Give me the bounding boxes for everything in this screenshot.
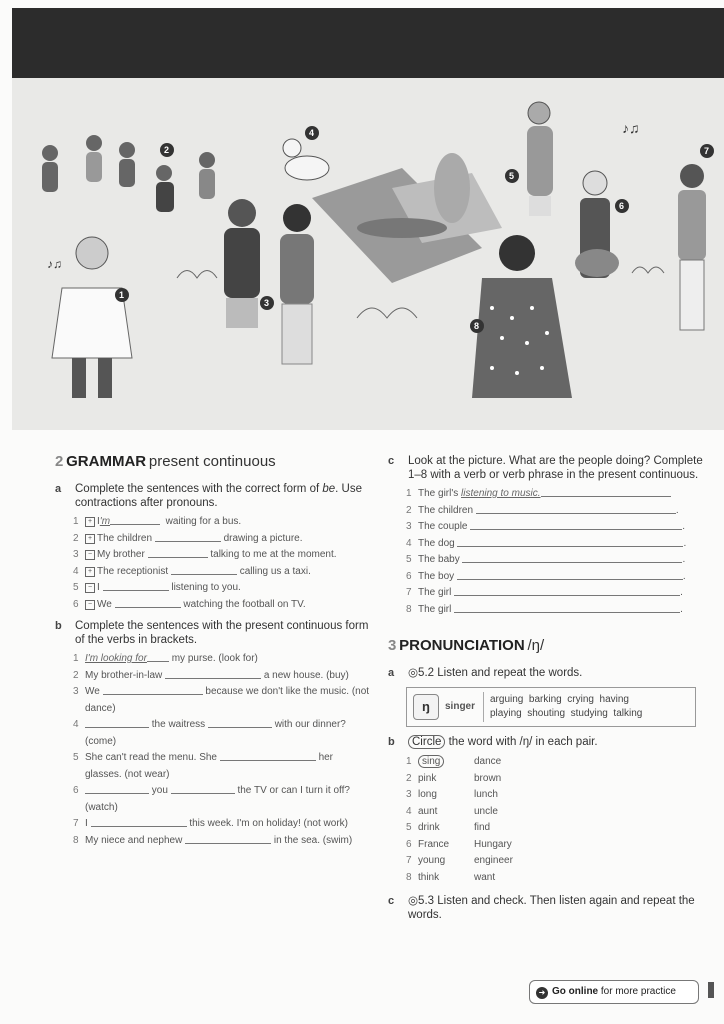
task-2c-items: [406, 486, 703, 618]
task-letter: a: [55, 483, 62, 495]
list-item: 7 I this week. I'm on holiday! (not work): [73, 818, 348, 829]
task-instruction: Look at the picture. What are the people doing? Complete 1–8 with a verb or verb phrase in the present continuous.: [408, 455, 703, 481]
plus-icon: +: [85, 517, 95, 527]
section-2-heading: [55, 454, 370, 474]
answer-blank[interactable]: [115, 597, 181, 608]
answer-blank[interactable]: [85, 783, 149, 794]
list-item: 4 aunt uncle: [406, 805, 498, 817]
task-3a: [388, 666, 703, 681]
task-instruction: Complete the sentences with the correct form of be. Use contractions after pronouns.: [75, 483, 363, 509]
keyword: singer: [445, 692, 484, 722]
answer-blank[interactable]: [457, 536, 683, 547]
label-3: 3: [264, 298, 270, 308]
minus-icon: −: [85, 600, 95, 610]
answer-blank[interactable]: [541, 486, 671, 497]
list-item: 1 I'm looking for my purse. (look for): [73, 653, 258, 664]
list-item: 2 The children .: [406, 504, 679, 516]
task-instruction: ◎5.3 Listen and check. Then listen again and repeat the words.: [408, 895, 695, 921]
list-item: 3 long lunch: [406, 789, 498, 800]
task-2a-items: [73, 514, 370, 613]
list-item: 7 The girl .: [406, 587, 683, 598]
answer-blank[interactable]: [462, 552, 682, 563]
answer-blank[interactable]: [476, 503, 676, 514]
plus-icon: +: [85, 567, 95, 577]
label-6: 6: [619, 201, 625, 211]
list-item: 1 + I'm waiting for a bus.: [73, 516, 242, 527]
right-column: [388, 454, 703, 926]
music-note-icon: ♪♫: [622, 120, 640, 136]
answer-blank[interactable]: [103, 684, 203, 695]
answer-blank[interactable]: [185, 833, 271, 844]
list-item: 5 − I listening to you.: [73, 582, 241, 593]
list-item: 8 The girl .: [406, 603, 683, 615]
list-item: 1 sing dance: [406, 756, 502, 767]
section-subtitle: present continuous: [148, 453, 276, 470]
task-2a: [55, 482, 370, 510]
section-title: PRONUNCIATION: [399, 637, 525, 654]
section-subtitle: /ŋ/: [527, 637, 545, 654]
answer-blank[interactable]: [148, 547, 208, 558]
task-2c: [388, 454, 703, 482]
task-3b-pairs: [406, 754, 703, 886]
label-1: 1: [119, 290, 125, 300]
answer-blank[interactable]: [147, 651, 169, 662]
page-edge-tab: [708, 982, 714, 998]
list-item: 3 We because we don't like the music. (not dance): [73, 686, 370, 714]
go-online-button[interactable]: ➜ Go online for more practice: [529, 980, 699, 1004]
minus-icon: −: [85, 550, 95, 560]
list-item: 5 The baby .: [406, 554, 686, 565]
answer-blank[interactable]: [454, 602, 680, 613]
answer-blank[interactable]: [91, 816, 187, 827]
answer-blank[interactable]: [220, 750, 316, 761]
list-item: 4 + The receptionist calling us a taxi.: [73, 565, 311, 577]
arrow-icon: ➜: [536, 987, 548, 999]
list-item: 5 She can't read the menu. She her glasses. (not wear): [73, 752, 334, 780]
top-dark-band: [12, 8, 724, 78]
list-item: 1 The girl's listening to music.: [406, 486, 703, 503]
task-letter: b: [388, 736, 395, 748]
task-instruction: Complete the sentences with the present continuous form of the verbs in brackets.: [75, 620, 369, 646]
task-2b-items: [73, 651, 370, 849]
audio-icon[interactable]: ◎: [408, 667, 419, 679]
answer-blank[interactable]: [165, 668, 261, 679]
sitting-woman-hat: [434, 153, 470, 223]
list-item: 2 pink brown: [406, 772, 502, 784]
answer-blank[interactable]: [155, 531, 221, 542]
section-number: 3: [388, 637, 397, 654]
label-4: 4: [309, 128, 315, 138]
list-item: 6 you the TV or can I turn it off? (watch): [73, 785, 350, 813]
plus-icon: +: [85, 534, 95, 544]
section-3-heading: [388, 638, 703, 658]
task-instruction: Circle the word with /ŋ/ in each pair.: [408, 735, 703, 750]
task-letter: a: [388, 667, 395, 679]
answer-blank[interactable]: [208, 717, 272, 728]
list-item: 6 − We watching the football on TV.: [73, 598, 306, 610]
answer-blank[interactable]: [454, 585, 680, 596]
list-item: 4 The dog .: [406, 537, 687, 549]
section-number: 2: [55, 453, 64, 470]
list-item: 8 think want: [406, 871, 496, 883]
phoneme-icon: ŋ: [413, 694, 439, 720]
minus-icon: −: [85, 583, 95, 593]
answer-blank[interactable]: [103, 580, 169, 591]
task-2b: [55, 619, 370, 647]
answer-blank[interactable]: [85, 717, 149, 728]
left-column: [55, 454, 370, 849]
answer-blank[interactable]: [470, 519, 682, 530]
list-item: 4 the waitress with our dinner? (come): [73, 719, 346, 747]
list-item: 2 + The children drawing a picture.: [73, 532, 303, 544]
beach-illustration: [12, 78, 724, 430]
section-title: GRAMMAR: [66, 453, 147, 470]
list-item: 7 young engineer: [406, 855, 513, 866]
task-letter: b: [55, 620, 62, 632]
answer-blank[interactable]: [171, 783, 235, 794]
music-note-icon: ♪♫: [47, 257, 62, 271]
label-2: 2: [164, 145, 170, 155]
label-5: 5: [509, 171, 515, 181]
answer-blank[interactable]: [110, 514, 160, 525]
list-item: 5 drink find: [406, 822, 491, 833]
task-instruction: ◎5.2 Listen and repeat the words.: [408, 667, 583, 679]
answer-blank[interactable]: [457, 569, 683, 580]
list-item: 8 My niece and nephew in the sea. (swim): [73, 834, 353, 846]
answer-blank[interactable]: [171, 564, 237, 575]
list-item: 6 The boy .: [406, 570, 686, 582]
label-8: 8: [474, 321, 480, 331]
word-list: arguing barking crying having playing shouting studying talking: [490, 694, 643, 719]
audio-icon[interactable]: ◎: [408, 895, 419, 907]
list-item: 6 France Hungary: [406, 838, 512, 850]
task-letter: c: [388, 455, 395, 467]
task-3b: [388, 735, 703, 750]
sound-word-box: [406, 687, 696, 727]
list-item: 2 My brother-in-law a new house. (buy): [73, 669, 349, 681]
illustration-drawing: [12, 78, 724, 430]
label-7: 7: [704, 146, 710, 156]
lying-person: [357, 218, 447, 238]
list-item: 3 − My brother talking to me at the moment.: [73, 549, 337, 560]
task-letter: c: [388, 895, 395, 907]
task-3c: [388, 894, 703, 922]
list-item: 3 The couple .: [406, 521, 686, 532]
